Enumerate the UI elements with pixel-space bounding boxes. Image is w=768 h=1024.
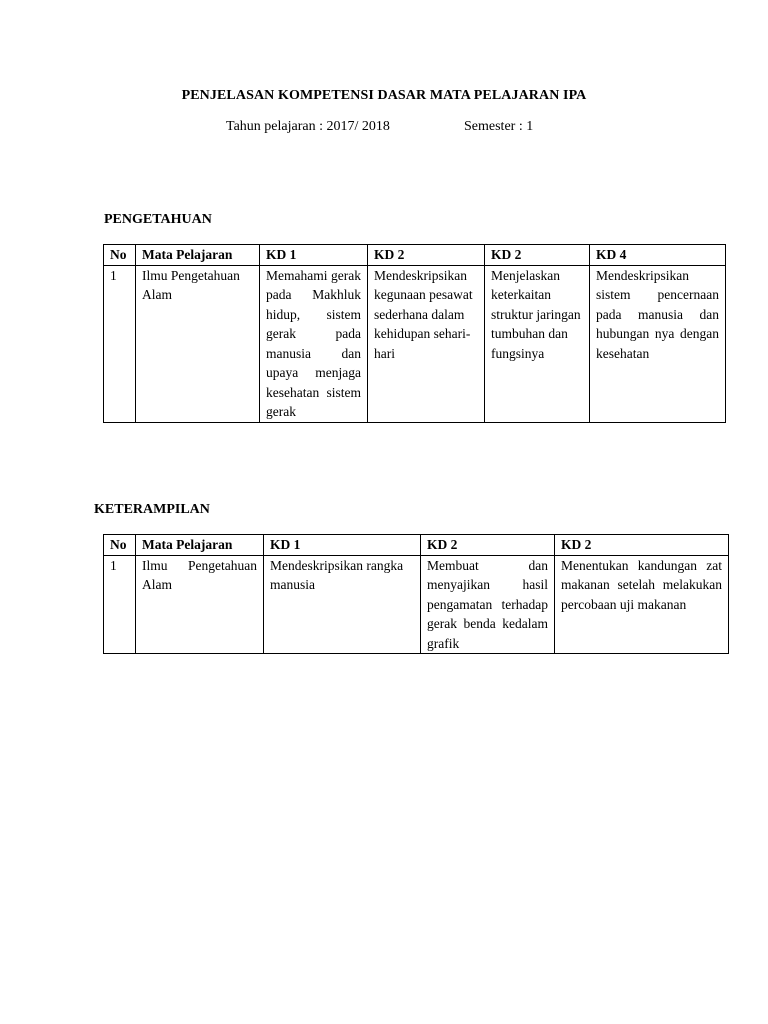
document-subtitle bbox=[226, 119, 534, 135]
cell-no: 1 bbox=[104, 265, 136, 422]
header-kd3: KD 2 bbox=[485, 245, 590, 266]
header-kd1: KD 1 bbox=[260, 245, 368, 266]
header-kd2: KD 2 bbox=[368, 245, 485, 266]
table-row bbox=[104, 555, 729, 654]
semester: Semester : 1 bbox=[464, 119, 534, 134]
school-year: Tahun pelajaran : 2017/ 2018 bbox=[226, 119, 390, 134]
table-header-row bbox=[104, 245, 726, 266]
document-title: PENJELASAN KOMPETENSI DASAR MATA PELAJARAN IPA bbox=[181, 88, 587, 103]
header-mata-pelajaran: Mata Pelajaran bbox=[136, 245, 260, 266]
cell-kd1: Mendeskripsikan rangka manusia bbox=[264, 555, 421, 654]
table-pengetahuan bbox=[103, 244, 726, 423]
cell-kd3: Menentukan kandungan zat makanan setelah melakukan percobaan uji makanan bbox=[555, 555, 729, 654]
cell-kd3: Menjelaskan keterkaitan struktur jaringan tumbuhan dan fungsinya bbox=[485, 265, 590, 422]
header-kd2: KD 2 bbox=[421, 535, 555, 556]
cell-mata-pelajaran: Ilmu Pengetahuan Alam bbox=[136, 265, 260, 422]
section-heading-pengetahuan: PENGETAHUAN bbox=[104, 212, 212, 227]
cell-kd2: Membuat dan menyajikan hasil pengamatan terhadap gerak benda kedalam grafik bbox=[421, 555, 555, 654]
header-kd3: KD 2 bbox=[555, 535, 729, 556]
cell-kd2: Mendeskripsikan kegunaan pesawat sederhana dalam kehidupan sehari-hari bbox=[368, 265, 485, 422]
section-heading-keterampilan: KETERAMPILAN bbox=[94, 502, 210, 517]
header-no: No bbox=[104, 535, 136, 556]
header-kd1: KD 1 bbox=[264, 535, 421, 556]
cell-no: 1 bbox=[104, 555, 136, 654]
header-no: No bbox=[104, 245, 136, 266]
cell-mata-pelajaran: Ilmu Pengetahuan Alam bbox=[136, 555, 264, 654]
cell-kd4: Mendeskripsikan sistem pencernaan pada manusia dan hubungan nya dengan kesehatan bbox=[590, 265, 726, 422]
table-row bbox=[104, 265, 726, 422]
table-keterampilan bbox=[103, 534, 729, 654]
cell-kd1: Memahami gerak pada Makhluk hidup, sistem gerak pada manusia dan upaya menjaga kesehatan sistem gerak bbox=[260, 265, 368, 422]
header-kd4: KD 4 bbox=[590, 245, 726, 266]
header-mata-pelajaran: Mata Pelajaran bbox=[136, 535, 264, 556]
table-header-row bbox=[104, 535, 729, 556]
